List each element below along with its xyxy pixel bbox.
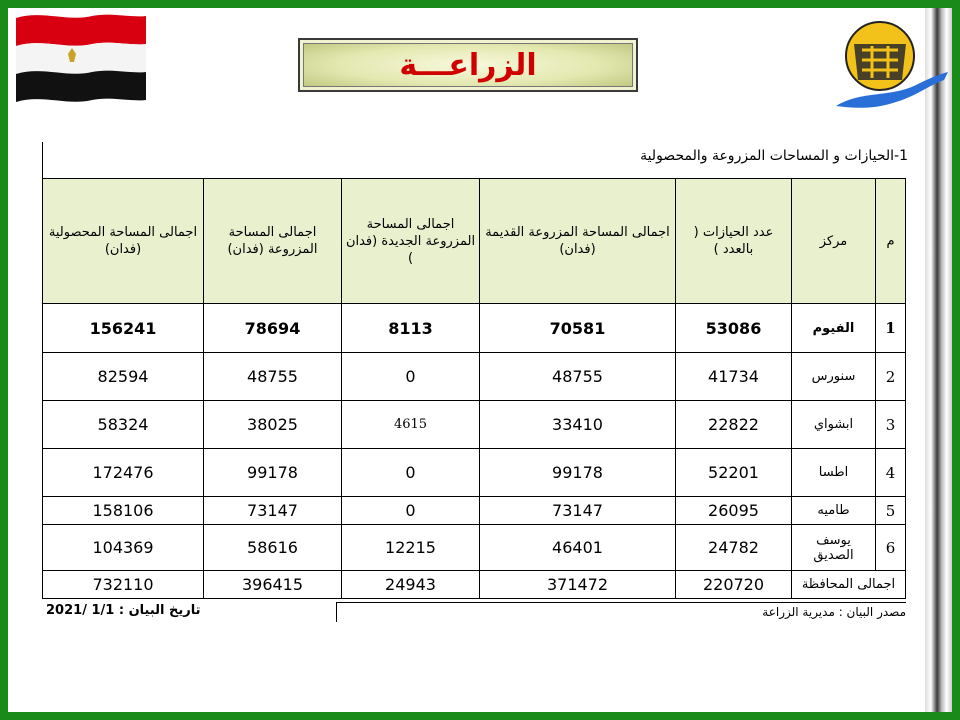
old-area-cell: 99178	[480, 449, 676, 497]
header-row	[43, 179, 906, 304]
holdings-cell: 52201	[676, 449, 792, 497]
page-title: الزراعـــة	[399, 47, 537, 83]
holdings-cell: 26095	[676, 497, 792, 525]
old-area-cell: 73147	[480, 497, 676, 525]
crop-area-cell: 104369	[43, 525, 204, 571]
old-area-cell: 70581	[480, 304, 676, 353]
new-area-cell: 0	[342, 353, 480, 401]
header-new-area: اجمالى المساحة المزروعة الجديدة (فدان )	[342, 179, 480, 304]
row-number: 5	[876, 497, 906, 525]
old-area-cell: 48755	[480, 353, 676, 401]
markaz-name: اطسا	[792, 449, 876, 497]
crop-area-cell: 156241	[43, 304, 204, 353]
table-row	[43, 304, 906, 353]
cultivated-area-cell: 48755	[204, 353, 342, 401]
governorate-logo-image	[832, 10, 952, 114]
old-area-cell: 33410	[480, 401, 676, 449]
table-row	[43, 497, 906, 525]
egypt-flag-image	[12, 8, 150, 104]
data-source: مصدر البيان : مديرية الزراعة	[336, 602, 906, 622]
total-cultivated-area: 396415	[204, 571, 342, 599]
holdings-cell: 22822	[676, 401, 792, 449]
row-number: 3	[876, 401, 906, 449]
total-new-area: 24943	[342, 571, 480, 599]
table-row	[43, 353, 906, 401]
row-number: 1	[876, 304, 906, 353]
agriculture-table	[42, 178, 906, 599]
row-number: 2	[876, 353, 906, 401]
total-crop-area: 732110	[43, 571, 204, 599]
total-holdings: 220720	[676, 571, 792, 599]
holdings-cell: 24782	[676, 525, 792, 571]
table-row	[43, 449, 906, 497]
data-date: تاريخ البيان : 1/1 /2021	[46, 603, 201, 618]
header-old-area: اجمالى المساحة المزروعة القديمة (فدان)	[480, 179, 676, 304]
new-area-cell: 8113	[342, 304, 480, 353]
new-area-cell: 0	[342, 449, 480, 497]
cultivated-area-cell: 78694	[204, 304, 342, 353]
header-holdings: عدد الحيازات ( بالعدد )	[676, 179, 792, 304]
row-number: 4	[876, 449, 906, 497]
crop-area-cell: 82594	[43, 353, 204, 401]
total-label: اجمالى المحافظة	[792, 571, 906, 599]
old-area-cell: 46401	[480, 525, 676, 571]
holdings-cell: 53086	[676, 304, 792, 353]
table-row	[43, 401, 906, 449]
markaz-name: ابشواي	[792, 401, 876, 449]
markaz-name: الفيوم	[792, 304, 876, 353]
header-index: م	[876, 179, 906, 304]
header-cultivated-area: اجمالى المساحة المزروعة (فدان)	[204, 179, 342, 304]
new-area-cell: 4615	[342, 401, 480, 449]
crop-area-cell: 158106	[43, 497, 204, 525]
cultivated-area-cell: 99178	[204, 449, 342, 497]
title-box	[298, 38, 638, 92]
total-old-area: 371472	[480, 571, 676, 599]
new-area-cell: 12215	[342, 525, 480, 571]
total-row	[43, 571, 906, 599]
cultivated-area-cell: 38025	[204, 401, 342, 449]
holdings-cell: 41734	[676, 353, 792, 401]
new-area-cell: 0	[342, 497, 480, 525]
table-row	[43, 525, 906, 571]
cultivated-area-cell: 58616	[204, 525, 342, 571]
table-subtitle: 1-الحيازات و المساحات المزروعة والمحصولية	[640, 148, 908, 164]
cultivated-area-cell: 73147	[204, 497, 342, 525]
markaz-name: يوسف الصديق	[792, 525, 876, 571]
markaz-name: طاميه	[792, 497, 876, 525]
crop-area-cell: 172476	[43, 449, 204, 497]
row-number: 6	[876, 525, 906, 571]
header-crop-area: اجمالى المساحة المحصولية (فدان)	[43, 179, 204, 304]
header-markaz: مركز	[792, 179, 876, 304]
crop-area-cell: 58324	[43, 401, 204, 449]
markaz-name: سنورس	[792, 353, 876, 401]
